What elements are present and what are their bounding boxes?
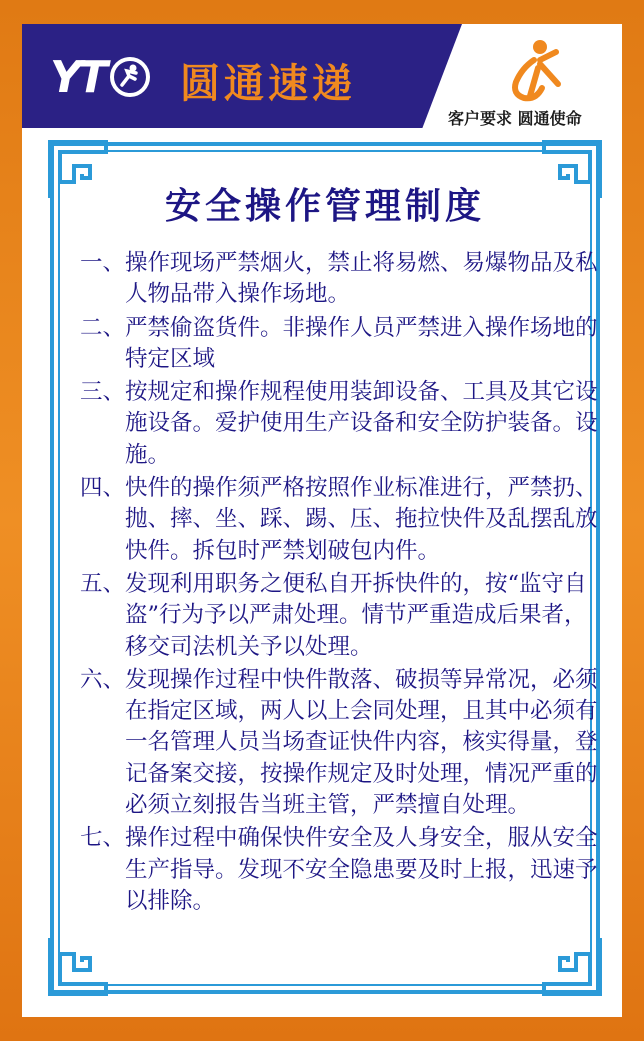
rules-list [80,248,600,919]
brand-runner-icon [500,38,572,104]
slogan: 客户要求 圆通使命 [448,109,582,128]
rule-item [80,313,600,376]
rule-item [80,665,600,821]
logo-letters: YT [50,51,104,103]
rule-item [80,473,600,567]
rule-number: 五、 [80,570,126,597]
rule-item [80,569,600,663]
rule-text: 操作过程中确保快件安全及人身安全，服从安全生产指导。发现不安全隐患要及时上报，迅速予以排除。 [125,825,598,914]
rule-number: 一、 [80,250,126,276]
rule-item [80,248,600,311]
rule-number: 六、 [80,666,126,693]
rule-text: 发现利用职务之便私自开拆快件的，按“监守自盗”行为予以严肃处理。情节严重造成后果者，移交司法机关予以处理。 [125,570,587,660]
frame-corner-ornament-icon [540,934,604,998]
rule-item [80,823,600,917]
rule-text: 操作现场严禁烟火，禁止将易燃、易爆物品及私人物品带入操作场地。 [125,250,598,308]
frame-corner-ornament-icon [46,934,110,998]
rule-item [80,377,600,471]
document-title: 安全操作管理制度 [164,185,485,227]
rule-text: 严禁偷盗货件。非操作人员严禁进入操作场地的特定区域 [125,314,598,372]
rule-number: 七、 [80,825,126,852]
rule-number: 三、 [80,379,126,406]
rule-text: 发现操作过程中快件散落、破损等异常况，必须在指定区域，两人以上会同处理，且其中必须有一名管理人员当场查证快件内容，核实得量，登记备案交接，按操作规定及时处理，情况严重的必须立刻报告当班主管，严禁擅自处理。 [125,666,598,819]
rule-number: 二、 [80,314,126,341]
rule-text: 快件的操作须严格按照作业标准进行，严禁扔、抛、摔、坐、踩、踢、压、拖拉快件及乱摆乱放快件。拆包时严禁划破包内件。 [125,475,598,564]
yto-logo [50,50,150,104]
rule-number: 四、 [80,475,126,502]
rule-text: 按规定和操作规程使用装卸设备、工具及其它设施设备。爱护使用生产设备和安全防护装备。设施。 [125,379,598,468]
company-name: 圆通速递 [180,60,356,107]
yto-runner-icon [110,57,150,97]
